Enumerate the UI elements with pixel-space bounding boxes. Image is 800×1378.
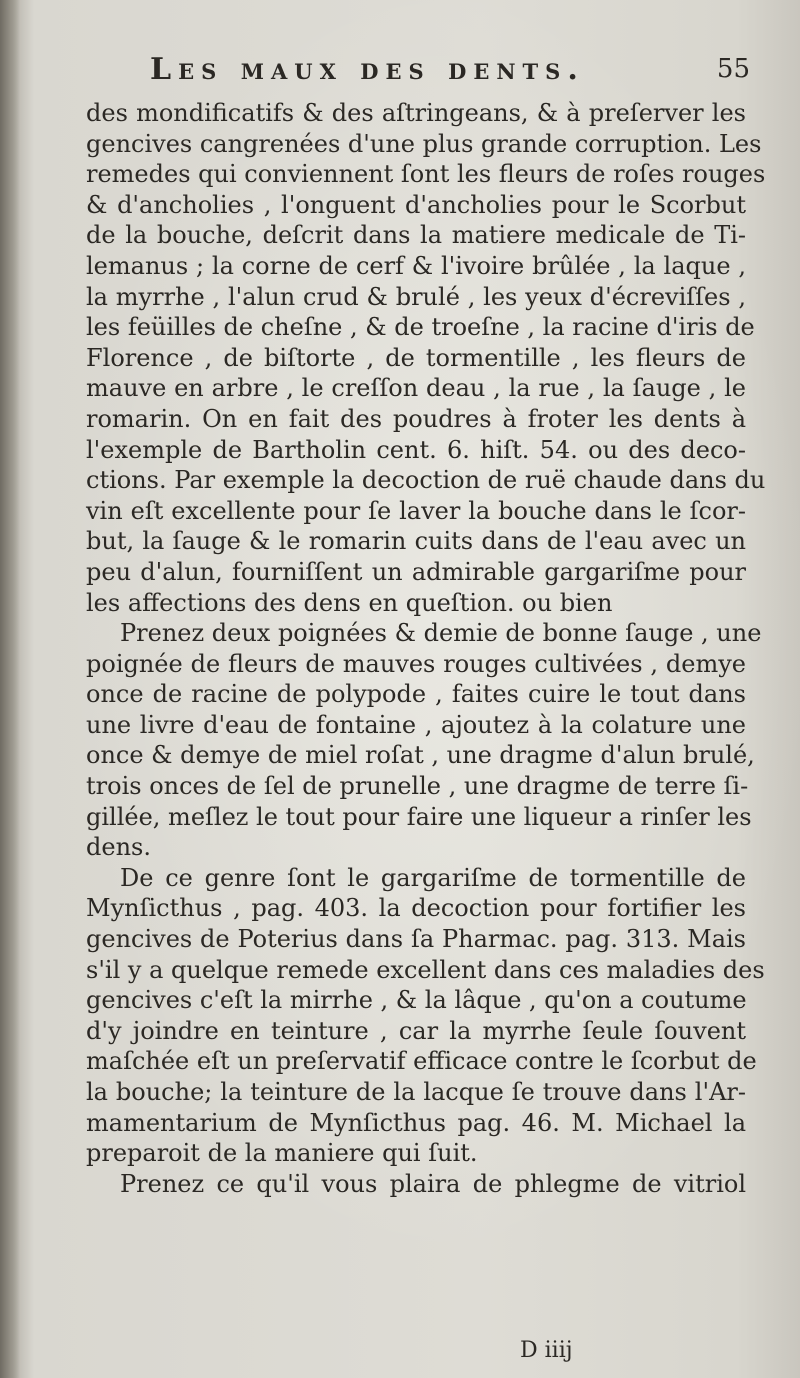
text-line: la bouche; la teinture de la lacque ſe trouve dans l'Ar- [86,1078,746,1106]
text-line: des mondificatifs & des aſtringeans, & à preſerver les [86,99,746,127]
text-line: once & demye de miel roſat , une dragme d'alun brulé, [86,741,755,770]
text-line: dens. [86,833,151,862]
text-line: maſchée eſt un preſervatif efficace contre le ſcorbut de [86,1047,757,1076]
page-number: 55 [716,54,750,84]
text-line: mamentarium de Mynſicthus pag. 46. M. Michael la [86,1108,746,1137]
text-line: gencives c'eſt la mirrhe , & la lâque , qu'on a coutume [86,986,747,1015]
running-head [86,52,750,98]
text-block [86,52,766,1199]
text-line: remedes qui conviennent ſont les fleurs de roſes rouges [86,160,766,189]
text-line: vin eſt excellente pour ſe laver la bouche dans le ſcor- [86,496,746,525]
text-line: & d'ancholies , l'onguent d'ancholies pour le Scorbut [86,190,746,219]
book-spine-shadow [0,0,20,1378]
text-line: gencives cangrenées d'une plus grande corruption. Les [86,129,762,158]
text-line: lemanus ; la corne de cerf & l'ivoire brûlée , la laque , [86,251,746,280]
text-line: la myrrhe , l'alun crud & brulé , les yeux d'écreviſſes , [86,282,746,311]
paragraph-start-line: Prenez deux poignées & demie de bonne ſauge , une [120,619,762,648]
text-line: les feüilles de cheſne , & de troeſne , la racine d'iris de [86,313,755,342]
paragraph-start-line: De ce genre ſont le gargariſme de tormentille de [120,863,746,892]
text-line: preparoit de la maniere qui ſuit. [86,1139,478,1168]
text-line: de la bouche, deſcrit dans la matiere medicale de Ti- [86,221,746,250]
text-line: trois onces de ſel de prunelle , une dragme de terre ſi- [86,772,749,801]
text-line: s'il y a quelque remede excellent dans ces maladies des [86,955,765,984]
text-line: ctions. Par exemple la decoction de ruë chaude dans du [86,466,766,495]
text-line: d'y joindre en teinture , car la myrrhe ſeule ſouvent [86,1016,746,1045]
text-line: une livre d'eau de fontaine , ajoutez à la colature une [86,710,746,739]
text-line: l'exemple de Bartholin cent. 6. hiſt. 54. ou des deco- [86,435,746,464]
text-line: romarin. On en fait des poudres à froter les dents à [86,404,746,433]
text-line: Florence , de biſtorte , de tormentille , les fleurs de [86,343,746,372]
text-line: poignée de fleurs de mauves rouges cultivées , demye [86,649,746,678]
text-line: once de racine de polypode , faites cuire le tout dans [86,680,746,709]
text-line: peu d'alun, fourniſſent un admirable gargariſme pour [86,557,746,586]
text-line: gencives de Poterius dans ſa Pharmac. pag. 313. Mais [86,925,746,954]
text-line: Mynſicthus , pag. 403. la decoction pour fortifier les [86,894,746,923]
paragraph-start-line: Prenez ce qu'il vous plaira de phlegme de vitriol [120,1169,746,1198]
signature-mark: D iiij [520,1338,573,1363]
text-line: but, la ſauge & le romarin cuits dans de l'eau avec un [86,527,746,556]
text-line: mauve en arbre , le creſſon deau , la rue , la ſauge , le [86,374,746,403]
text-line: gillée, meſlez le tout pour faire une liqueur a rinſer les [86,802,752,831]
text-line: les affections des dens en queſtion. ou bien [86,588,613,617]
running-title: Les maux des dents. [150,52,585,87]
